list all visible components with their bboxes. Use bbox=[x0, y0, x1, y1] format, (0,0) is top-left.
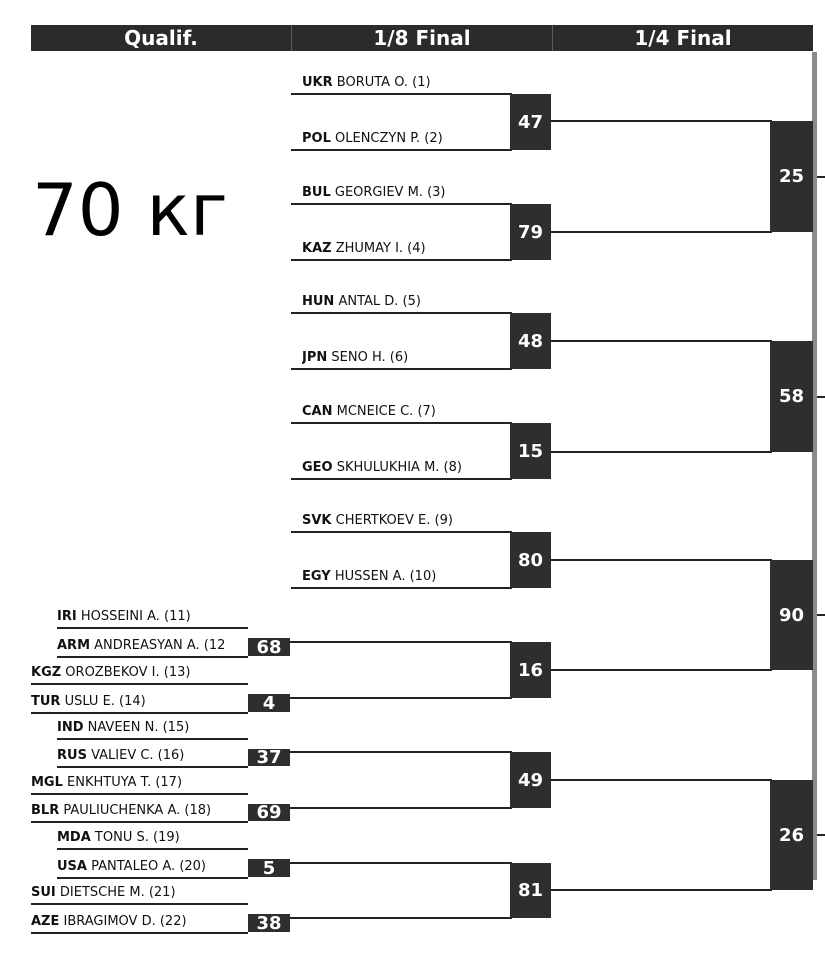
connector-line bbox=[551, 451, 772, 453]
athlete-label: VALIEV C. (16) bbox=[86, 748, 185, 763]
country-code: IRI bbox=[57, 609, 77, 624]
bout-number-box: 5 bbox=[248, 859, 290, 877]
athlete-name bbox=[31, 885, 246, 901]
athlete-label: GEORGIEV M. (3) bbox=[330, 185, 446, 200]
bout-number-box: 69 bbox=[248, 804, 290, 821]
connector-line bbox=[290, 862, 512, 864]
athlete-label: BORUTA O. (1) bbox=[332, 75, 431, 90]
athlete-name bbox=[302, 131, 512, 147]
athlete-label: TONU S. (19) bbox=[90, 830, 180, 845]
country-code: KAZ bbox=[302, 241, 332, 256]
bout-number-box: 81 bbox=[510, 863, 551, 918]
athlete-label: ENKHTUYA T. (17) bbox=[62, 775, 183, 790]
athlete-label: SENO H. (6) bbox=[327, 350, 409, 365]
bout-number-box: 48 bbox=[510, 313, 551, 369]
weight-class-title: 70 кг bbox=[32, 168, 228, 252]
connector-line bbox=[291, 312, 512, 314]
country-code: BLR bbox=[31, 803, 60, 818]
country-code: ARM bbox=[57, 638, 91, 653]
athlete-name bbox=[57, 638, 246, 654]
connector-line bbox=[31, 683, 248, 685]
athlete-name bbox=[57, 830, 246, 846]
bout-number-box: 4 bbox=[248, 694, 290, 712]
bout-number-box: 26 bbox=[770, 780, 813, 890]
country-code: SVK bbox=[302, 513, 332, 528]
bout-number-box: 47 bbox=[510, 94, 551, 150]
connector-line bbox=[291, 259, 512, 261]
connector-line bbox=[291, 93, 512, 95]
country-code: GEO bbox=[302, 460, 333, 475]
athlete-label: DIETSCHE M. (21) bbox=[55, 885, 176, 900]
country-code: AZE bbox=[31, 914, 60, 929]
bout-number-box: 38 bbox=[248, 914, 290, 932]
connector-line bbox=[290, 697, 512, 699]
country-code: KGZ bbox=[31, 665, 62, 680]
connector-line bbox=[291, 203, 512, 205]
connector-line bbox=[57, 766, 248, 768]
country-code: TUR bbox=[31, 694, 61, 709]
athlete-label: IBRAGIMOV D. (22) bbox=[59, 914, 187, 929]
athlete-label: OLENCZYN P. (2) bbox=[330, 131, 443, 146]
connector-line bbox=[291, 587, 512, 589]
connector-line bbox=[551, 120, 772, 122]
country-code: MDA bbox=[57, 830, 91, 845]
athlete-label: USLU E. (14) bbox=[60, 694, 146, 709]
bout-number-box: 16 bbox=[510, 642, 551, 698]
athlete-label: HOSSEINI A. (11) bbox=[76, 609, 191, 624]
athlete-label: HUSSEN A. (10) bbox=[330, 569, 437, 584]
connector-line bbox=[291, 422, 512, 424]
country-code: UKR bbox=[302, 75, 333, 90]
athlete-name bbox=[302, 294, 512, 310]
connector-line bbox=[817, 396, 825, 398]
country-code: BUL bbox=[302, 185, 331, 200]
athlete-label: PANTALEO A. (20) bbox=[86, 859, 207, 874]
athlete-name bbox=[31, 694, 246, 710]
athlete-label: MCNEICE C. (7) bbox=[332, 404, 436, 419]
bout-number-box: 58 bbox=[770, 341, 813, 452]
connector-line bbox=[817, 614, 825, 616]
connector-line bbox=[290, 641, 512, 643]
athlete-name bbox=[302, 513, 512, 529]
country-code: EGY bbox=[302, 569, 331, 584]
header-separator bbox=[552, 25, 553, 51]
athlete-name bbox=[31, 665, 246, 681]
connector-line bbox=[57, 738, 248, 740]
athlete-name bbox=[302, 404, 512, 420]
connector-line bbox=[551, 889, 772, 891]
athlete-label: OROZBEKOV I. (13) bbox=[61, 665, 191, 680]
athlete-name bbox=[302, 460, 512, 476]
header-qualif: Qualif. bbox=[31, 25, 291, 51]
connector-line bbox=[817, 834, 825, 836]
connector-line bbox=[551, 779, 772, 781]
bout-number-box: 79 bbox=[510, 204, 551, 260]
athlete-name bbox=[57, 609, 246, 625]
athlete-name bbox=[57, 859, 246, 875]
connector-line bbox=[291, 478, 512, 480]
country-code: HUN bbox=[302, 294, 335, 309]
connector-line bbox=[817, 176, 825, 178]
connector-line bbox=[291, 149, 512, 151]
connector-line bbox=[31, 932, 248, 934]
country-code: USA bbox=[57, 859, 87, 874]
connector-line bbox=[291, 368, 512, 370]
athlete-name bbox=[57, 720, 246, 736]
header-separator bbox=[291, 25, 292, 51]
country-code: CAN bbox=[302, 404, 333, 419]
connector-line bbox=[57, 877, 248, 879]
connector-line bbox=[291, 531, 512, 533]
connector-line bbox=[31, 903, 248, 905]
athlete-name bbox=[31, 914, 246, 930]
connector-line bbox=[551, 231, 772, 233]
athlete-name bbox=[302, 241, 512, 257]
connector-line bbox=[57, 627, 248, 629]
athlete-label: ZHUMAY I. (4) bbox=[331, 241, 426, 256]
bout-number-box: 25 bbox=[770, 121, 813, 232]
athlete-name bbox=[302, 569, 512, 585]
connector-line bbox=[551, 669, 772, 671]
athlete-label: CHERTKOEV E. (9) bbox=[331, 513, 453, 528]
athlete-name bbox=[31, 775, 246, 791]
athlete-name bbox=[302, 185, 512, 201]
bout-number-box: 15 bbox=[510, 423, 551, 479]
athlete-name bbox=[302, 350, 512, 366]
athlete-name bbox=[302, 75, 512, 91]
connector-line bbox=[57, 848, 248, 850]
bout-number-box: 49 bbox=[510, 752, 551, 808]
connector-line bbox=[57, 656, 248, 658]
athlete-name bbox=[57, 748, 246, 764]
connector-line bbox=[551, 559, 772, 561]
bout-number-box: 37 bbox=[248, 749, 290, 766]
connector-line bbox=[31, 793, 248, 795]
athlete-label: ANDREASYAN A. (12 bbox=[90, 638, 226, 653]
connector-line bbox=[31, 821, 248, 823]
athlete-label: NAVEEN N. (15) bbox=[83, 720, 190, 735]
connector-line bbox=[31, 712, 248, 714]
athlete-name bbox=[31, 803, 246, 819]
country-code: IND bbox=[57, 720, 84, 735]
athlete-label: PAULIUCHENKA A. (18) bbox=[59, 803, 212, 818]
connector-line bbox=[290, 751, 512, 753]
header-quarter-final: 1/4 Final bbox=[553, 25, 813, 51]
country-code: SUI bbox=[31, 885, 56, 900]
country-code: JPN bbox=[302, 350, 328, 365]
header-eighth-final: 1/8 Final bbox=[292, 25, 552, 51]
bout-number-box: 80 bbox=[510, 532, 551, 588]
country-code: POL bbox=[302, 131, 331, 146]
athlete-label: SKHULUKHIA M. (8) bbox=[332, 460, 462, 475]
connector-line bbox=[551, 340, 772, 342]
country-code: MGL bbox=[31, 775, 63, 790]
connector-line bbox=[290, 807, 512, 809]
connector-line bbox=[290, 917, 512, 919]
bout-number-box: 68 bbox=[248, 638, 290, 656]
country-code: RUS bbox=[57, 748, 87, 763]
bout-number-box: 90 bbox=[770, 560, 813, 670]
athlete-label: ANTAL D. (5) bbox=[334, 294, 421, 309]
